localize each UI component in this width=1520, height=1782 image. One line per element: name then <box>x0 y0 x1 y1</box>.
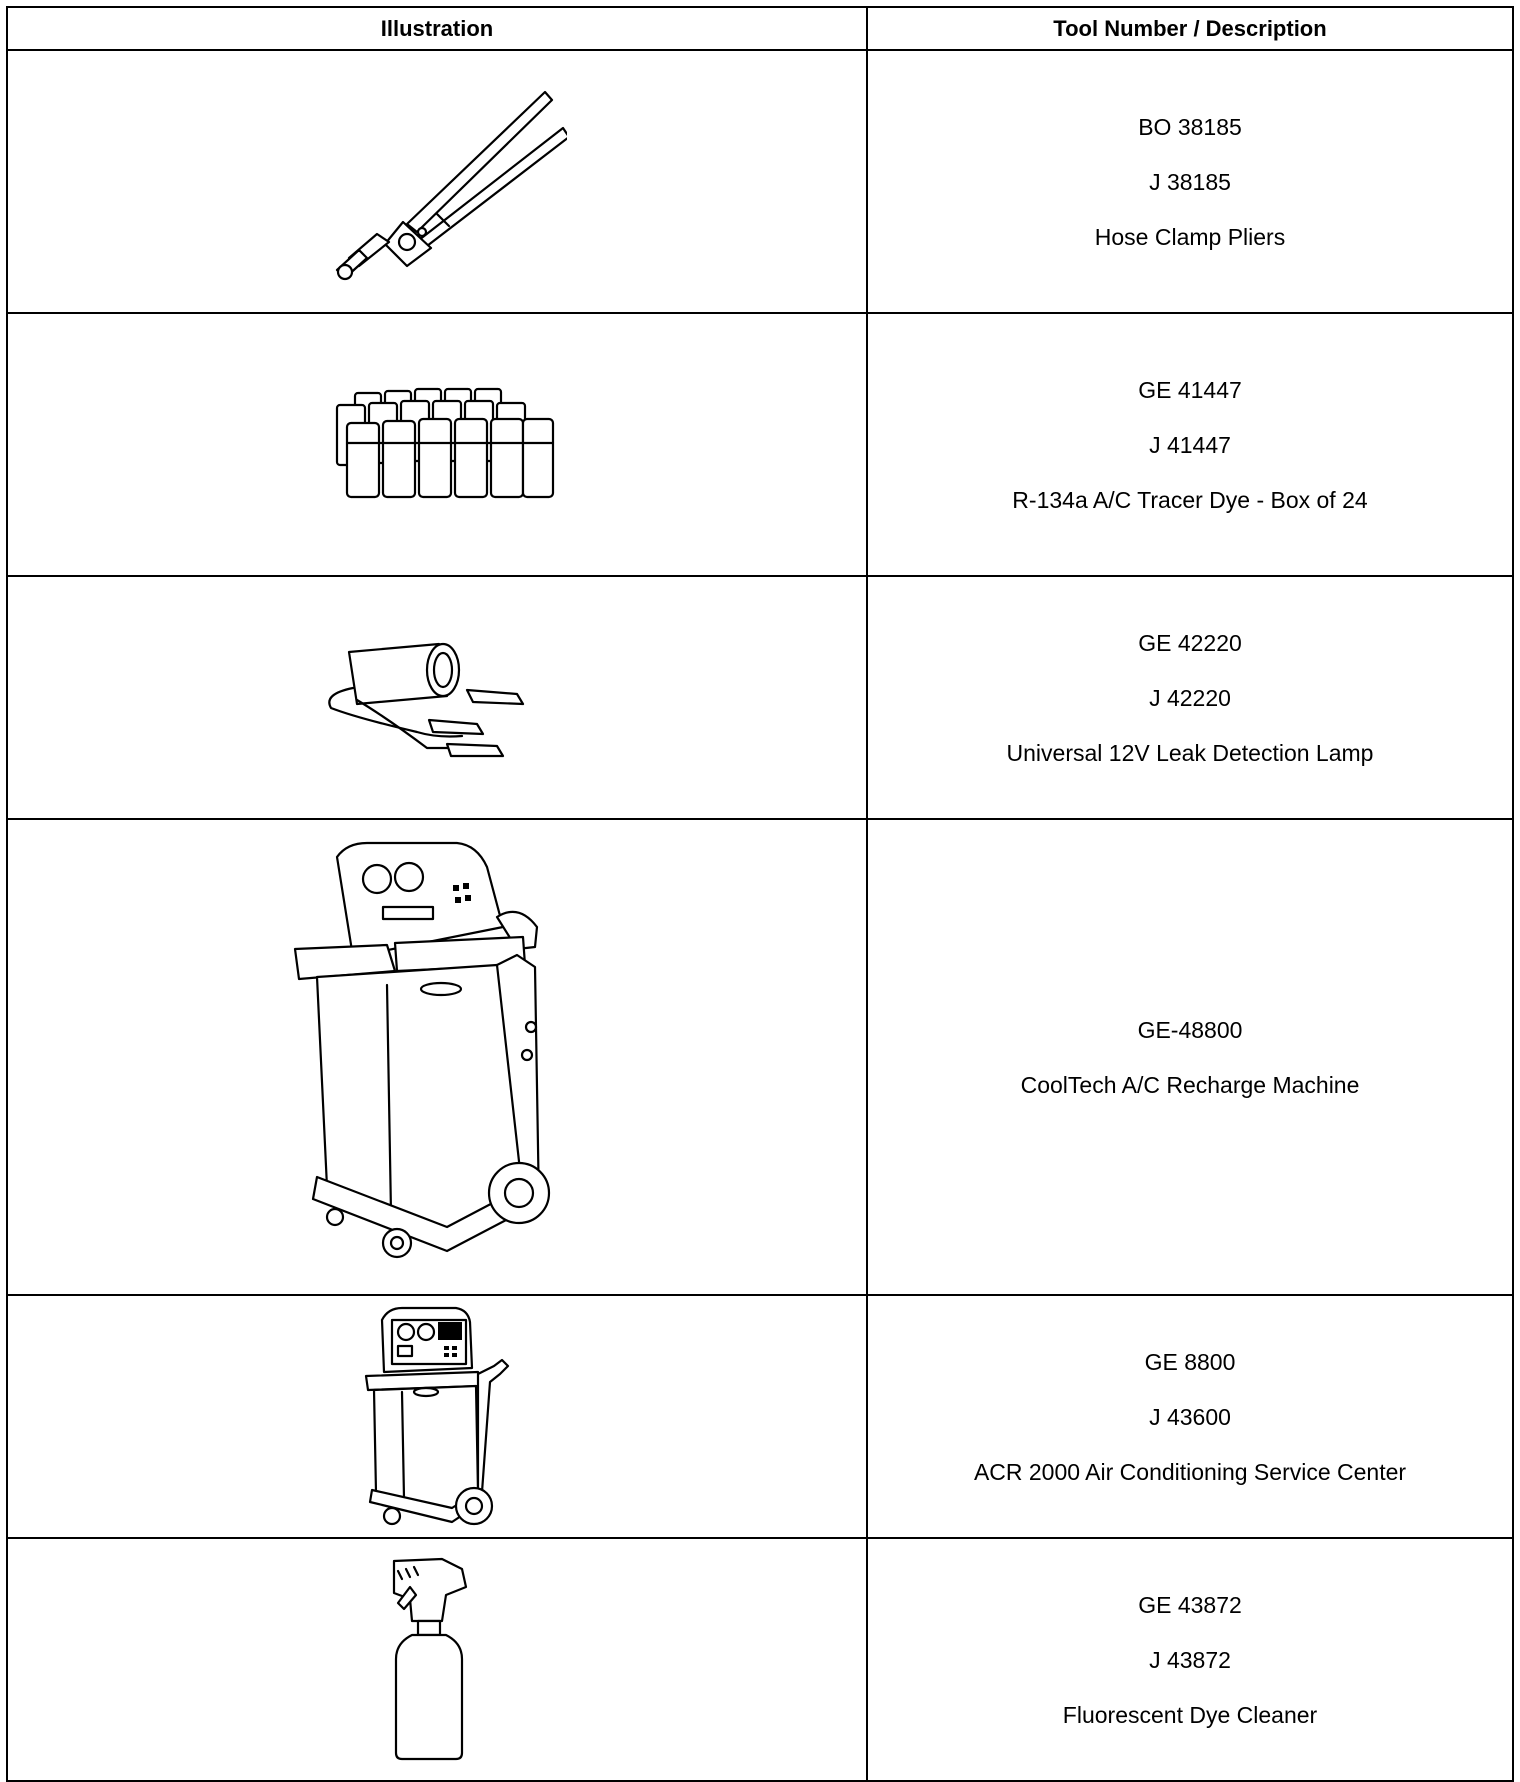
illustration-cell <box>7 50 867 313</box>
header-illustration: Illustration <box>7 7 867 50</box>
leak-detection-lamp-icon <box>317 638 557 758</box>
spray-bottle-icon <box>382 1555 492 1765</box>
description-cell <box>867 313 1513 576</box>
hose-clamp-pliers-icon <box>307 82 567 282</box>
service-center-icon <box>352 1302 522 1532</box>
table-row <box>7 313 1513 576</box>
tool-description: Universal 12V Leak Detection Lamp <box>1006 739 1374 766</box>
tool-number-secondary: J 41447 <box>1149 431 1231 458</box>
description-cell <box>867 1538 1513 1781</box>
recharge-machine-icon <box>287 837 587 1277</box>
illustration-cell <box>7 1538 867 1781</box>
description-cell <box>867 819 1513 1295</box>
table-row <box>7 1295 1513 1538</box>
description-cell <box>867 1295 1513 1538</box>
table-row <box>7 50 1513 313</box>
tool-number-secondary: J 43600 <box>1149 1403 1231 1430</box>
tool-description: Fluorescent Dye Cleaner <box>1062 1701 1318 1728</box>
illustration-cell <box>7 313 867 576</box>
illustration-cell <box>7 576 867 819</box>
tool-number-primary: BO 38185 <box>1138 113 1242 140</box>
illustration-cell <box>7 819 867 1295</box>
tool-description: R-134a A/C Tracer Dye - Box of 24 <box>1012 486 1368 513</box>
illustration-cell <box>7 1295 867 1538</box>
tool-description: Hose Clamp Pliers <box>1094 223 1286 250</box>
tool-number-primary: GE 41447 <box>1138 376 1242 403</box>
table-row <box>7 1538 1513 1781</box>
description-cell <box>867 576 1513 819</box>
header-row <box>7 7 1513 50</box>
tools-table <box>6 6 1514 1782</box>
tool-description: ACR 2000 Air Conditioning Service Center <box>973 1458 1407 1485</box>
table-row <box>7 576 1513 819</box>
tool-number-primary: GE 8800 <box>1144 1348 1236 1375</box>
tool-number-secondary: J 43872 <box>1149 1646 1231 1673</box>
tool-number-primary: GE-48800 <box>1137 1016 1243 1043</box>
table-row <box>7 819 1513 1295</box>
tool-number-primary: GE 43872 <box>1138 1591 1242 1618</box>
header-description: Tool Number / Description <box>867 7 1513 50</box>
tracer-dye-bottles-icon <box>317 385 557 505</box>
description-cell <box>867 50 1513 313</box>
tool-number-secondary: J 42220 <box>1149 684 1231 711</box>
tool-number-primary: GE 42220 <box>1138 629 1242 656</box>
tool-number-secondary: J 38185 <box>1149 168 1231 195</box>
tool-description: CoolTech A/C Recharge Machine <box>1020 1071 1360 1098</box>
